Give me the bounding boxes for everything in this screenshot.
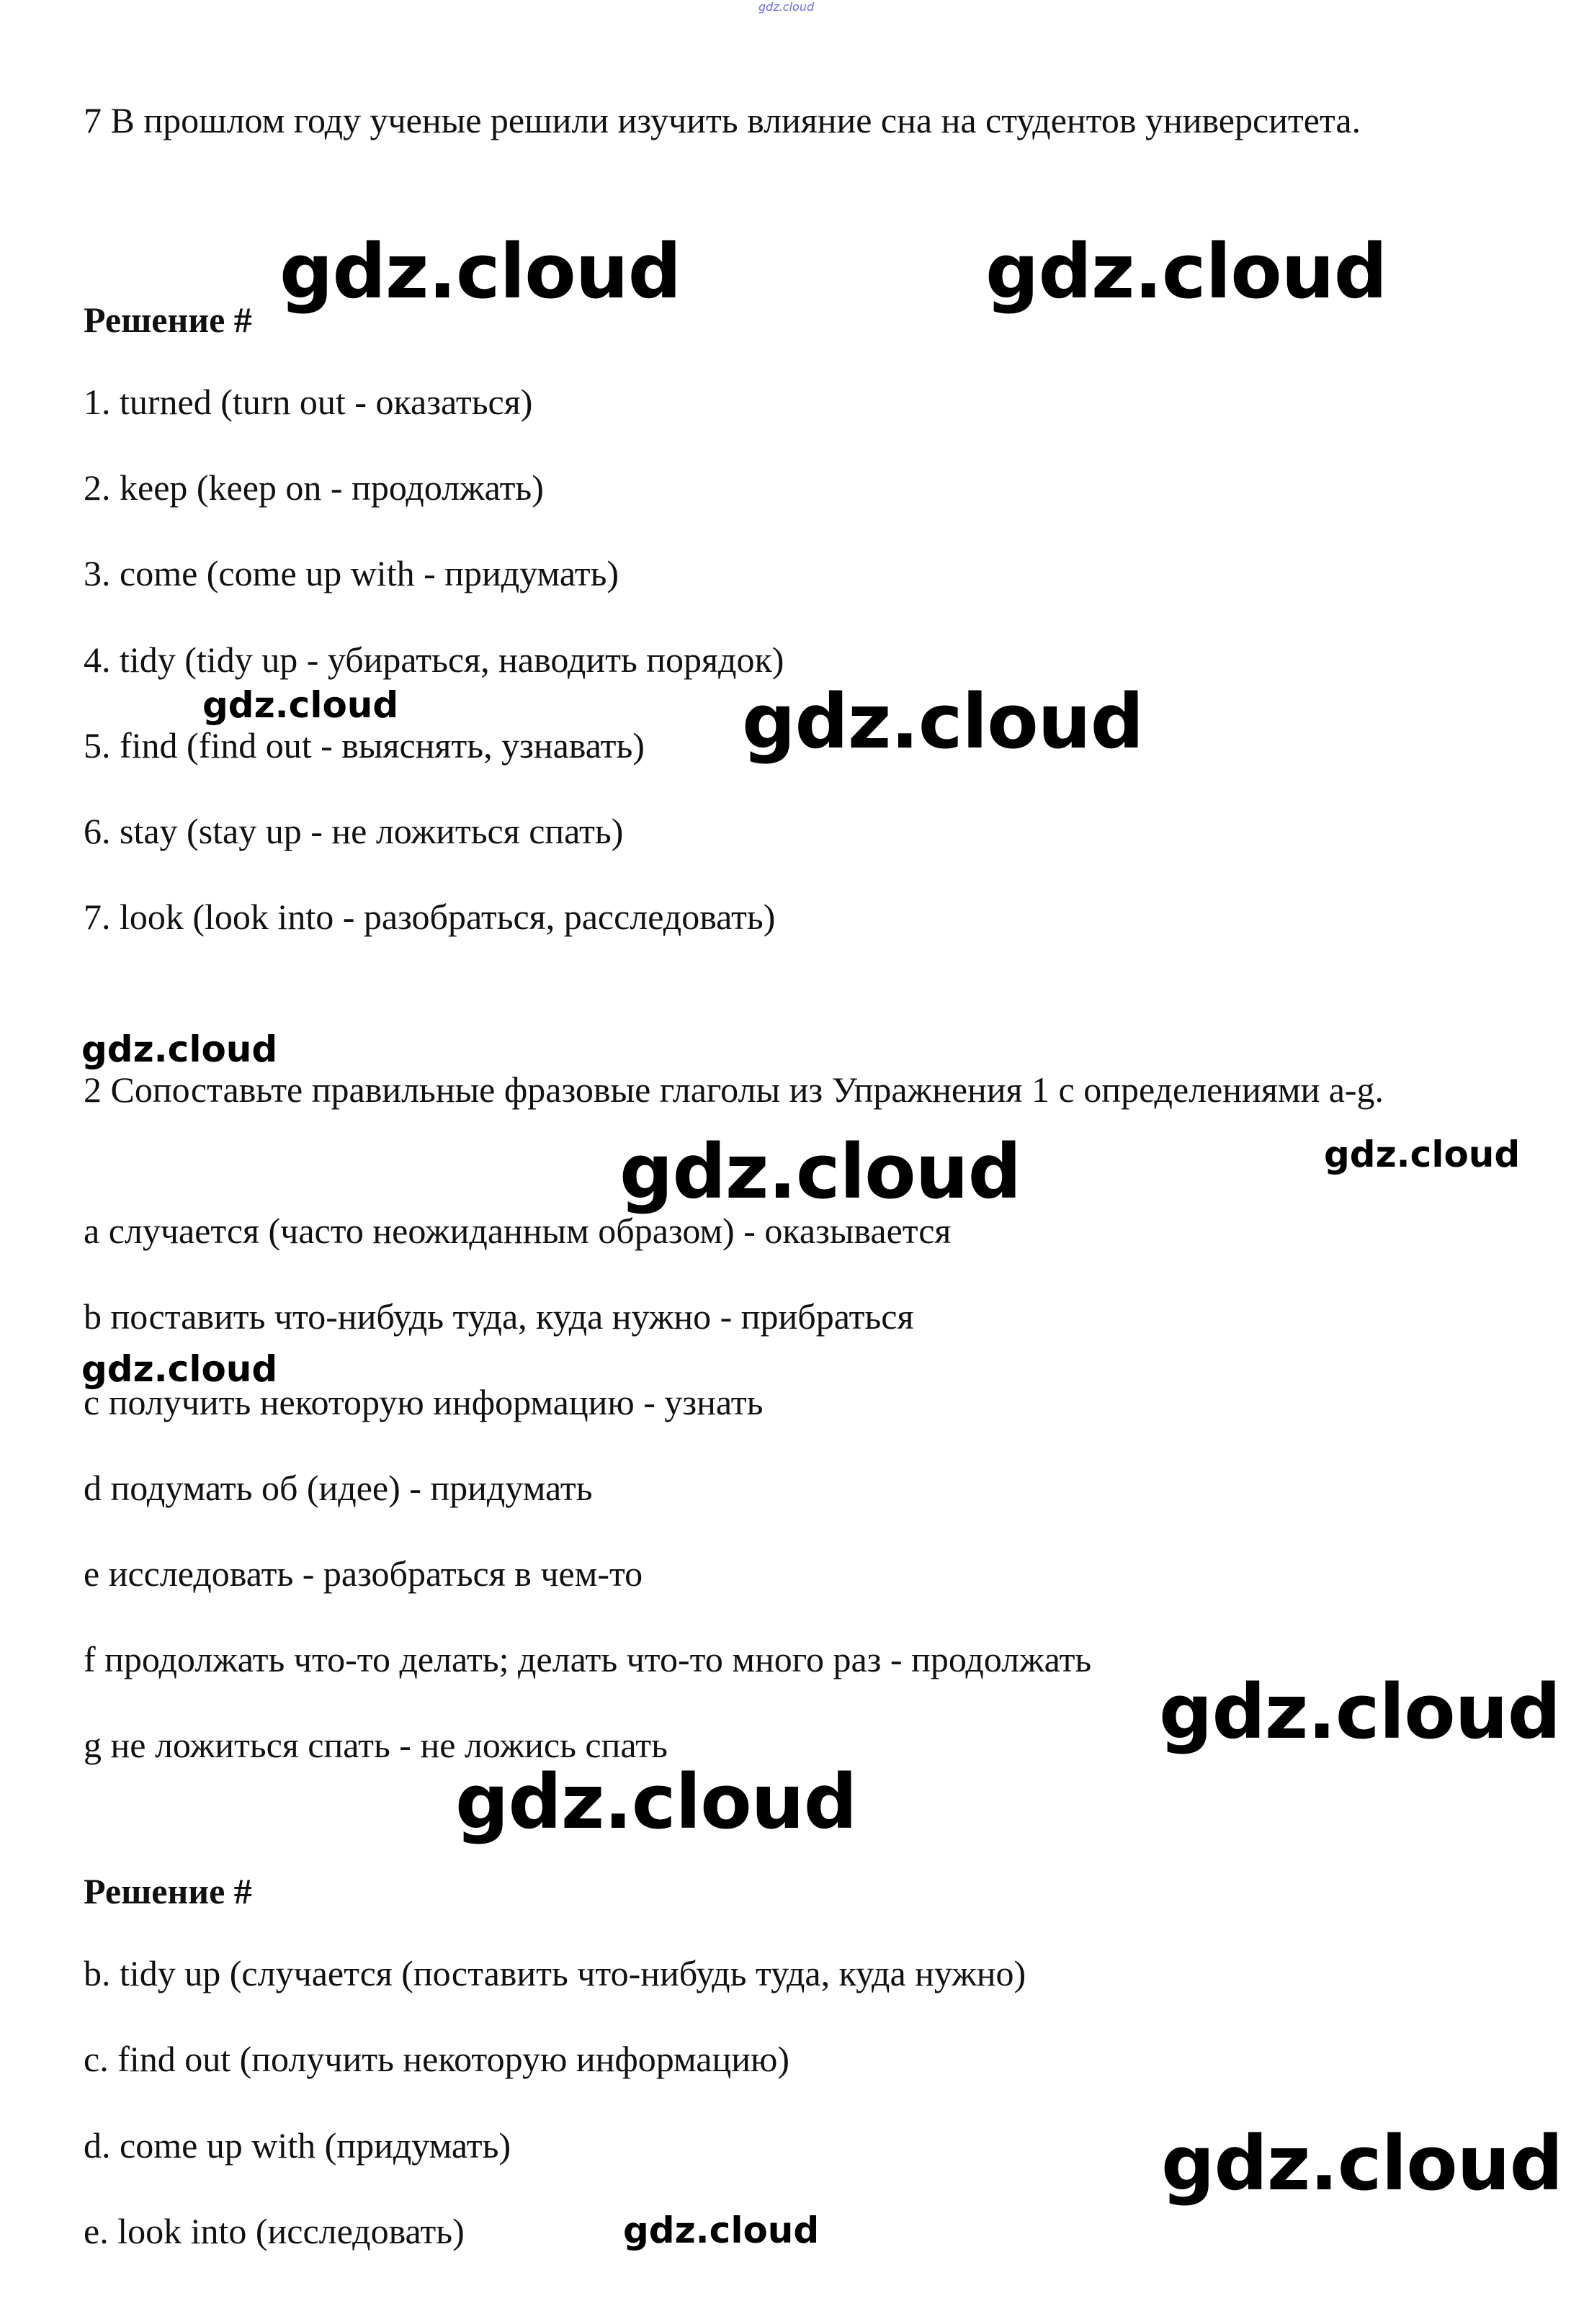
watermark: gdz.cloud [455,1758,857,1846]
watermark: gdz.cloud [619,1128,1021,1216]
task-7-text: 7 В прошлом году ученые решили изучить влияние сна на студентов университета. [84,100,1361,140]
solution-heading-1: Решение # [84,300,252,340]
definition-item: g не ложиться спать - не ложись спать [84,1725,668,1765]
solution-item: 5. find (find out - выяснять, узнавать) [84,725,645,766]
definition-item: a случается (часто неожиданным образом) - оказывается [84,1211,952,1251]
solution-item: d. come up with (придумать) [84,2125,511,2166]
definition-item: d подумать об (идее) - придумать [84,1468,593,1508]
solution-item: 4. tidy (tidy up - убираться, наводить порядок) [84,640,784,680]
solution-item: 1. turned (turn out - оказаться) [84,382,533,422]
watermark: gdz.cloud [202,684,399,726]
watermark: gdz.cloud [1324,1134,1521,1175]
watermark: gdz.cloud [742,678,1144,766]
solution-item: 6. stay (stay up - не ложиться спать) [84,811,624,851]
solution-item: c. find out (получить некоторую информацию) [84,2039,789,2079]
definition-item: b поставить что-нибудь туда, куда нужно - прибраться [84,1296,914,1337]
solution-item: b. tidy up (случается (поставить что-нибудь туда, куда нужно) [84,1953,1026,1993]
definition-item: e исследовать - разобраться в чем-то [84,1553,643,1594]
solution-item: e. look into (исследовать) [84,2211,465,2251]
solution-item: 7. look (look into - разобраться, расследовать) [84,897,776,937]
watermark: gdz.cloud [81,1348,278,1390]
watermark: gdz.cloud [623,2209,820,2251]
watermark: gdz.cloud [985,228,1387,315]
solution-heading-2: Решение # [84,1871,252,1911]
solution-item: 2. keep (keep on - продолжать) [84,467,544,508]
watermark: gdz.cloud [1161,2119,1563,2207]
watermark: gdz.cloud [279,228,681,315]
definition-item: c получить некоторую информацию - узнать [84,1382,764,1422]
watermark-top-tiny: gdz.cloud [758,0,815,14]
watermark: gdz.cloud [81,1028,278,1070]
task-2-text: 2 Сопоставьте правильные фразовые глаголы из Упражнения 1 с определениями a-g. [84,1069,1384,1110]
definition-item: f продолжать что-то делать; делать что-то много раз - продолжать [84,1639,1092,1679]
solution-item: 3. come (come up with - придумать) [84,553,619,593]
watermark: gdz.cloud [1159,1668,1561,1756]
